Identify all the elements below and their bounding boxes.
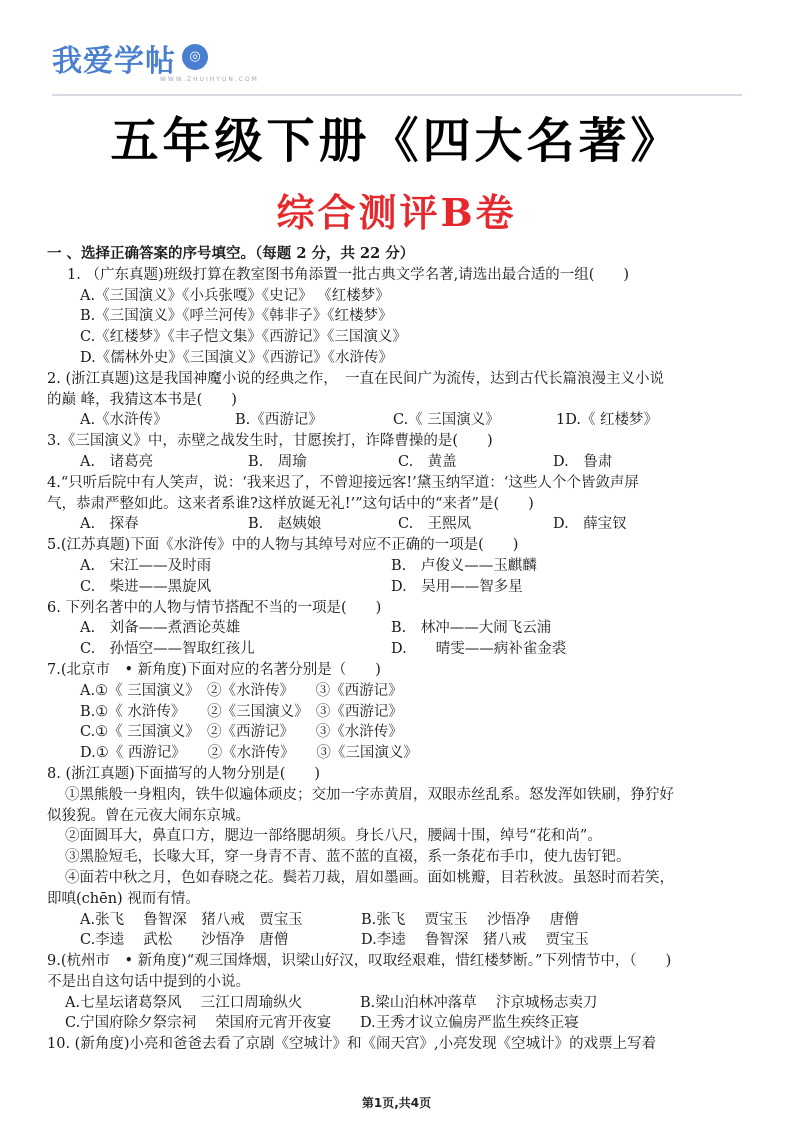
q5-stem: 5.(江苏真题)下面《水浒传》中的人物与其绰号对应不正确的一项是( ) [47,537,519,554]
q6-stem: 6. 下列名著中的人物与情节搭配不当的一项是( ) [47,599,382,616]
q2-options [47,410,747,431]
q8-passage-3: ③黑脸短毛，长喙大耳，穿一身青不青、蓝不蓝的直裰，系一条花布手巾，使九齿钉钯。 [65,849,631,866]
q6-option-b: B. 林冲——大闹飞云浦 [391,620,552,637]
q5-option-b: B. 卢俊义——玉麒麟 [391,557,537,574]
q9-options-cd [47,1013,747,1034]
q2-option-d: 1D.《 红楼梦》 [556,412,659,429]
q3-option-b: B. 周瑜 [248,453,307,470]
q4-option-c: C. 王熙凤 [398,516,472,533]
page-subtitle: 综合测评B卷 [276,190,517,235]
q1-option-c: C.《红楼梦》《丰子恺文集》《西游记》《三国演义》 [80,329,407,346]
q6-option-d: D. 晴雯——病补雀金裘 [391,641,567,658]
q8-option-a: A.张飞 鲁智深 猪八戒 贾宝玉 [80,911,303,928]
q2-option-a: A.《水浒传》 [80,412,168,429]
q3-stem: 3.《三国演义》中，赤壁之战发生时，甘愿挨打，诈降曹操的是( ) [47,433,493,450]
q2-option-c: C.《 三国演义》 [393,412,500,429]
question-list [47,244,747,1055]
q8-option-d: D.李逵 鲁智深 猪八戒 贾宝玉 [361,932,589,949]
q9-stem-cont: 不是出自这句话中提到的小说。 [47,973,250,990]
page-number: 第1页,共4页 [361,1096,432,1110]
q4-options [47,514,747,535]
q1-option-d: D.《儒林外史》《三国演义》《西游记》《水浒传》 [80,349,393,366]
q9-option-c: C.宁国府除夕祭宗祠 荣国府元宵开夜宴 [65,1015,332,1032]
chat-bubble-icon: ◎ [182,44,208,70]
q9-option-d: D.王秀才议立偏房严监生疾终正寝 [360,1015,579,1032]
q4-stem: 4.“只听后院中有人笑声，说：‘我来迟了，不曾迎接远客!’黛玉纳罕道：‘这些人个个皆敛声屏 [47,474,639,491]
q5-option-c: C. 柴进——黑旋风 [80,578,212,595]
q4-option-d: D. 薛宝钗 [553,516,627,533]
q1-option-a: A.《三国演义》《小兵张嘎》《史记》 《红楼梦》 [80,287,390,304]
q1-stem: 1. （广东真题)班级打算在教室图书角添置一批古典文学名著,请选出最合适的一组( ) [67,266,630,283]
q6-option-c: C. 孙悟空——智取红孩儿 [80,641,255,658]
q2-stem: 2. (浙江真题)这是我国神魔小说的经典之作， 一直在民间广为流传，达到古代长篇浪漫主义小说 [47,370,665,387]
q8-stem: 8. (浙江真题)下面描写的人物分别是( ) [47,765,321,782]
q8-option-b: B.张飞 贾宝玉 沙悟净 唐僧 [361,911,579,928]
q10-stem: 10. (新角度)小亮和爸爸去看了京剧《空城计》和《闹天宫》,小亮发现《空城计》的戏票上写着 [47,1036,657,1053]
q5-options-ab [47,556,747,577]
q2-stem-cont: 的巅 峰，我猜这本书是( ) [47,391,237,408]
q6-option-a: A. 刘备——煮酒论英雄 [80,620,241,637]
q8-passage-4: ④面若中秋之月，色如春晓之花。鬓若刀裁，眉如墨画。面如桃瓣，目若秋波。虽怒时而若笑， [65,869,674,886]
q7-option-c: C.①《 三国演义》 ②《西游记》 ③《水浒传》 [80,724,403,741]
q4-option-a: A. 探春 [80,516,139,533]
q8-passage-2: ②面圆耳大，鼻直口方，腮边一部络腮胡须。身长八尺，腰阔十围，绰号“花和尚”。 [65,828,602,845]
page-title: 五年级下册《四大名著》 [110,113,683,169]
q5-options-cd [47,577,747,598]
q9-stem: 9.(杭州市 • 新角度)“观三国烽烟，识梁山好汉，叹取经艰难，惜红楼梦断。”下列情节中，（ ) [47,953,672,970]
q1-option-b: B.《三国演义》《呼兰河传》《韩非子》《红楼梦》 [80,308,393,325]
q8-passage-1: ①黑熊般一身粗肉，铁牛似遍体顽皮；交加一字赤黄眉，双眼赤丝乱系。怒发浑如铁刷，狰狞好 [65,786,674,803]
header-divider [52,94,742,96]
section-heading: 一 、选择正确答案的序号填空。（每题 2 分，共 22 分） [47,245,415,262]
q9-option-a: A.七星坛诸葛祭风 三江口周瑜纵火 [65,994,303,1011]
q5-option-a: A. 宋江——及时雨 [80,557,212,574]
q3-options [47,452,747,473]
q3-option-d: D. 鲁肃 [553,453,613,470]
q8-option-c: C.李逵 武松 沙悟净 唐僧 [80,932,289,949]
q8-passage-4-cont: 即嗔(chēn) 视而有情。 [47,890,200,907]
q7-option-d: D.①《 西游记》 ②《水浒传》 ③《三国演义》 [80,745,418,762]
q3-option-a: A. 诸葛亮 [80,453,154,470]
q2-option-b: B.《西游记》 [235,412,323,429]
q6-options-ab [47,618,747,639]
q4-option-b: B. 赵姨娘 [248,516,322,533]
brand-name: 我爱学帖 [52,44,176,79]
q5-option-d: D. 吴用——智多星 [391,578,523,595]
q6-options-cd [47,639,747,660]
q8-options-cd [47,930,747,951]
q8-passage-1-cont: 似狻猊。曾在元夜大闹东京城。 [47,807,250,824]
q7-option-b: B.①《 水浒传》 ②《三国演义》 ③《西游记》 [80,703,403,720]
q4-stem-cont: 气，恭肃严整如此。这来者系谁?这样放诞无礼!’”这句话中的“来者”是( ) [47,495,534,512]
q9-option-b: B.梁山泊林冲落草 汴京城杨志卖刀 [360,994,598,1011]
q7-stem: 7.(北京市 • 新角度)下面对应的名著分别是（ ) [47,661,381,678]
q3-option-c: C. 黄盖 [398,453,457,470]
q7-option-a: A.①《 三国演义》 ②《水浒传》 ③《西游记》 [80,682,403,699]
brand-site: WWW.ZHUIHYUN.COM [160,76,259,83]
q9-options-ab [47,993,747,1014]
q8-options-ab [47,910,747,931]
